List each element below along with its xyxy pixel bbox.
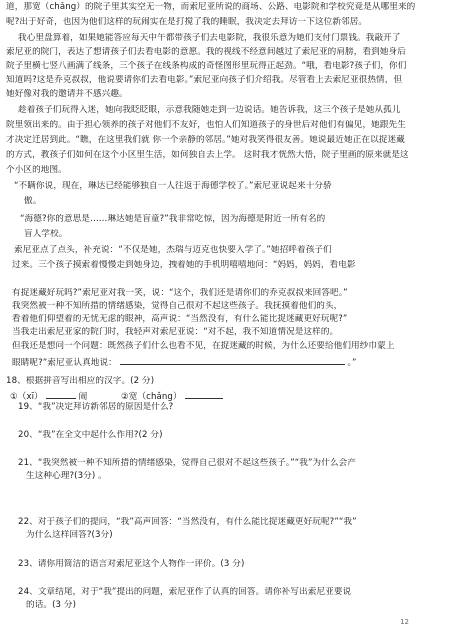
item-a-after: 闹	[78, 392, 88, 402]
passage-line: 盲人学校。	[24, 229, 68, 239]
item-a-label: ①（xī）	[10, 392, 43, 402]
passage-line: 我突然被一种不知所措的情绪感染，觉得自己很对不起这些孩子。我抚摸着他们的头，	[12, 301, 343, 311]
passage-line: 当我走出索尼亚家的院门时，我轻声对索尼亚说：“对不起，我不知道情况是这样的。	[12, 327, 339, 337]
passage-line: 道，那宽（chǎng）的院子里其实空无一物，而索尼亚所说的商场、公路、电影院和学校究竟是从哪里来的	[6, 2, 416, 12]
passage-line: 我心里盘算着，如果她能答应每天中午都带孩子们去电影院，我很乐意为她们支付门票钱。我敲开了	[18, 33, 401, 43]
item-b-label: ②宽（chǎng）	[120, 392, 182, 402]
question-22-cont: 为什么这样回答?(3分)	[26, 530, 113, 540]
passage-line: 趁着孩子们玩得入迷，她向我眨眨眼，示意我随她走到一边说话。她告诉我，这三个孩子是她从孤儿	[18, 105, 401, 115]
question-21-cont: 生这种心理?(3分) 。	[26, 471, 107, 481]
answer-blank[interactable]	[46, 390, 76, 399]
passage-line: 有捉迷藏好玩吗?”索尼亚对我一笑，说：“这个，我们还是请你们的乔克叔叔来回答吧。”	[12, 288, 348, 298]
question-22: 22、对于孩子们的提问，“我”高声回答：“当然没有，有什么能比捉迷藏更好玩呢?”“我”	[18, 517, 357, 527]
answer-blank[interactable]	[120, 356, 345, 365]
page-number: 12	[400, 618, 409, 626]
passage-line: 个小区的地图。	[6, 165, 67, 175]
passage-line: 索尼亚的院门，表达了想请孩子们去看电影的意愿。我的视线不经意间越过了索尼亚的肩膀，看到她身后	[6, 47, 406, 57]
passage-line: 院里领出来的。由于担心领养的孩子对他们不友好，也怕人们知道孩子的身世后对他们有偏见，她跟先生	[6, 120, 406, 130]
passage-line: 的方式，教孩子们如何在这个小区里生活，如何独自去上学。 这时我才恍然大悟，院子里画的原来就是这	[6, 150, 409, 160]
passage-line: 看着他们仰望着的无忧无虑的眼神，高声说：“当然没有，有什么能比捉迷藏更好玩呢?”	[12, 314, 348, 324]
question-24: 24、文章结尾，对于“我”提出的问题，索尼亚作了认真的回答。请你补写出索尼亚要说	[18, 587, 352, 597]
passage-line: 索尼亚点了点头，补充说：“不仅是她，杰瑞与迈克也快要入学了。”她招呼着孩子们	[14, 245, 332, 255]
passage-line: 她好像对我的邀请并不感兴趣。	[6, 89, 128, 99]
question-20: 20、“我”在全文中起什么作用?(2 分)	[18, 430, 163, 440]
question-24-cont: 的话。(3 分)	[26, 600, 77, 610]
passage-line: 才决定迁居到此。“瞧，在这里我们就 你一个亲静的邻居。”她对我笑得很友善。她说最近她正在以捉迷藏	[6, 135, 405, 145]
passage-line: “海德?你的意思是……琳达她是盲童?”我非常吃惊，因为海德是附近一所有名的	[20, 214, 326, 224]
question-19: 19、“我”决定拜访新邻居的原因是什么?	[18, 402, 174, 412]
question-23: 23、请你用简洁的语言对索尼亚这个人物作一评价。(3 分)	[18, 559, 245, 569]
passage-line: “不瞒你说，现在，琳达已经能够独自一人往返于海德学校了。”索尼亚说起来十分骄	[14, 181, 332, 191]
passage-line-with-blank	[12, 356, 471, 369]
passage-line: 知道吗?这是乔克叔叔，他说要请你们去看电影。”索尼亚向孩子们介绍我。尽管看上去索尼亚很热情，但	[6, 75, 403, 85]
passage-text: 眼睛呢?”索尼亚认真地说：	[12, 358, 117, 368]
passage-line: 院子里横七竖八画满了线条，三个孩子在线条构成的奇怪图形里玩得正起劲。“哦，看电影?孩子们，你们	[6, 61, 407, 71]
question-21: 21、“我突然被一种不知所措的情绪感染，觉得自己很对不起这些孩子。”“我”为什么会产	[18, 458, 357, 468]
passage-line: 傲。	[24, 196, 42, 206]
passage-line: 过来。三个孩子摸索着慢慢走到她身边，拽着她的手机明嘻嘻地问：“妈妈，妈妈，看电影	[12, 260, 356, 270]
answer-blank[interactable]	[185, 390, 223, 399]
passage-text: 。”	[347, 358, 357, 368]
passage-line: 呢?出于好奇，也因为他们这样的玩闹实在是打搅了我的睡眠，我决定去拜访一下这位新邻居。	[6, 17, 368, 27]
question-18-stem: 18、根据拼音写出相应的汉字。(2 分)	[6, 376, 155, 386]
passage-line: 但我还是想问一个问题：既然孩子们什么也看不见，在捉迷藏的时候，为什么还要给他们用纱巾蒙上	[12, 341, 395, 351]
